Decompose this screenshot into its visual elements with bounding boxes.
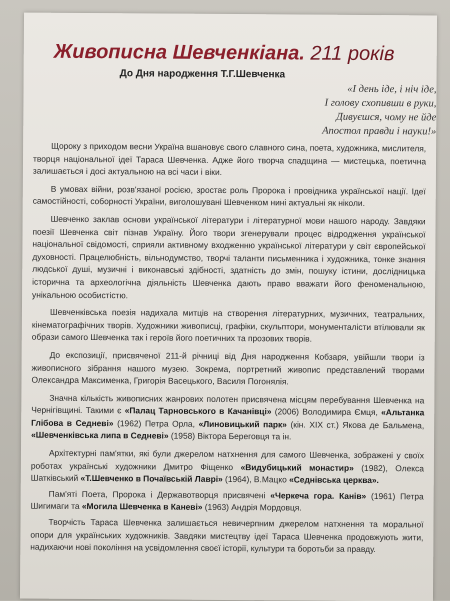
text-run: (1962) Петра Орла, [113, 418, 199, 429]
artwork-title: «Палац Тарновського в Качанівці» [124, 405, 272, 417]
paragraph-exposition: До експозиції, присвяченої 211-й річниці від Дня народження Кобзаря, увійшли твори із живописного зібрання нашого музею. Зокрема, портретний живопис представлений творами Олександра Максименка, Григорія Васецького, Василя Погонялія. [31, 349, 425, 387]
artwork-title: «Альтанка Глібова в Седневі» [31, 407, 425, 429]
artwork-title: «Черкеча гора. Канів» [270, 490, 367, 501]
article-body [30, 140, 426, 562]
artwork-title: «Могила Шевченка в Каневі» [81, 501, 203, 513]
text-run: (1964), В.Мацко [222, 474, 290, 485]
artwork-title: «Седнівська церква». [289, 474, 379, 486]
paragraph-war: В умовах війни, розв'язаної росією, зростає роль Пророка і провідника української нації. Ідеї самостійності, соборності України, виголошувані Шевченком нині актуальні як ніколи. [32, 183, 426, 209]
artwork-title: «Видубицький монастир» [240, 461, 354, 473]
artwork-title: «Линовицький парк» [198, 418, 287, 430]
title-text: Живописна Шевченкіана. [53, 40, 305, 65]
epigraph-line: Дивуєшся, чому не йде [336, 111, 437, 124]
epigraph-line: «І день іде, і ніч іде, [347, 83, 437, 96]
artwork-title: «Т.Шевченко в Почаївській Лаврі» [80, 473, 223, 485]
text-run: (1982), Олекса Шатківський [30, 462, 424, 484]
paragraph-intro: Щороку з приходом весни Україна вшановує свого славного сина, поета, художника, мислителя, творця національної ідеї Тараса Шевченка. Адже його творча спадщина — мистецька, поетична залишається і досі актуальною на всі часи і віки. [32, 140, 427, 178]
epigraph-line: Апостол правди і науки!» [322, 125, 437, 138]
paragraph-legacy: Шевченко заклав основи української літератури і літературної мови нашого народу. Завдяки поезії Шевченка світ пізнав Україну. Його твори згенерували процес відродження української національної свідомості, сприяли активному входженню української літератури у світ європейської духовності. Працелюбність, вільнодумство, творчі таланти письменника і художника, тонке знання людської душі, музичні і виконавські здібності, здатність до змін, пошуку істини, дослідницька історична та археологічна діяльність Шевченка дають право вважати його феноменальною, унікальною особистістю. [32, 213, 426, 300]
epigraph-line: І голову схопивши в руки, [324, 97, 437, 110]
poster-subtitle: До Дня народження Т.Г.Шевченка [119, 68, 286, 81]
text-run: Пам'яті Поета, Пророка і Державотворця присвячені [48, 488, 271, 501]
title-years: 211 років [310, 42, 395, 66]
text-run: (кін. XIX ст.) Якова де Бальмена, [286, 419, 425, 431]
paragraph-inspiration: Шевченківська поезія надихала митців на створення літературних, музичних, театральних, кінематографічних творів. Художники живописці, графіки, скульптори, монументалісти втілювали як образи самого Шевченка так і героїв його поетичних та прозових творів. [31, 306, 425, 344]
paragraph-conclusion: Творчість Тараса Шевченка залишається невичерпним джерелом натхнення та моральної опори для українських художників. Завдяки мистецтву ідеї Тараса Шевченка продовжують жити, надихаючи нові покоління на усвідомлення своєї історії, культури та боротьби за правду. [30, 516, 424, 555]
poster-sheet [20, 13, 437, 601]
paragraph-places [31, 391, 424, 444]
text-run: (1963) Андрія Мордовця. [202, 502, 302, 513]
paragraph-architecture [31, 447, 424, 488]
text-run: (2006) Володимира Ємця, [271, 406, 382, 418]
artwork-title: «Шевченківська липа в Седневі» [31, 430, 169, 442]
text-run: Значна кількість живописних жанрових полотен присвячена місцям перебування Шевченка на Чернігівщині. Такими є [31, 392, 425, 416]
text-run: (1958) Віктора Береговця та ін. [168, 431, 292, 442]
paragraph-memory [31, 487, 424, 515]
poster-title [54, 41, 414, 67]
text-run: (1961) Петра Шигимаги та [30, 490, 424, 512]
epigraph-quote [241, 82, 436, 139]
text-run: Архітектурні пам'ятки, які були джерелом натхнення для самого Шевченка, зображені у своїх роботах українські художники Дмитро Фіщенко [30, 447, 425, 472]
